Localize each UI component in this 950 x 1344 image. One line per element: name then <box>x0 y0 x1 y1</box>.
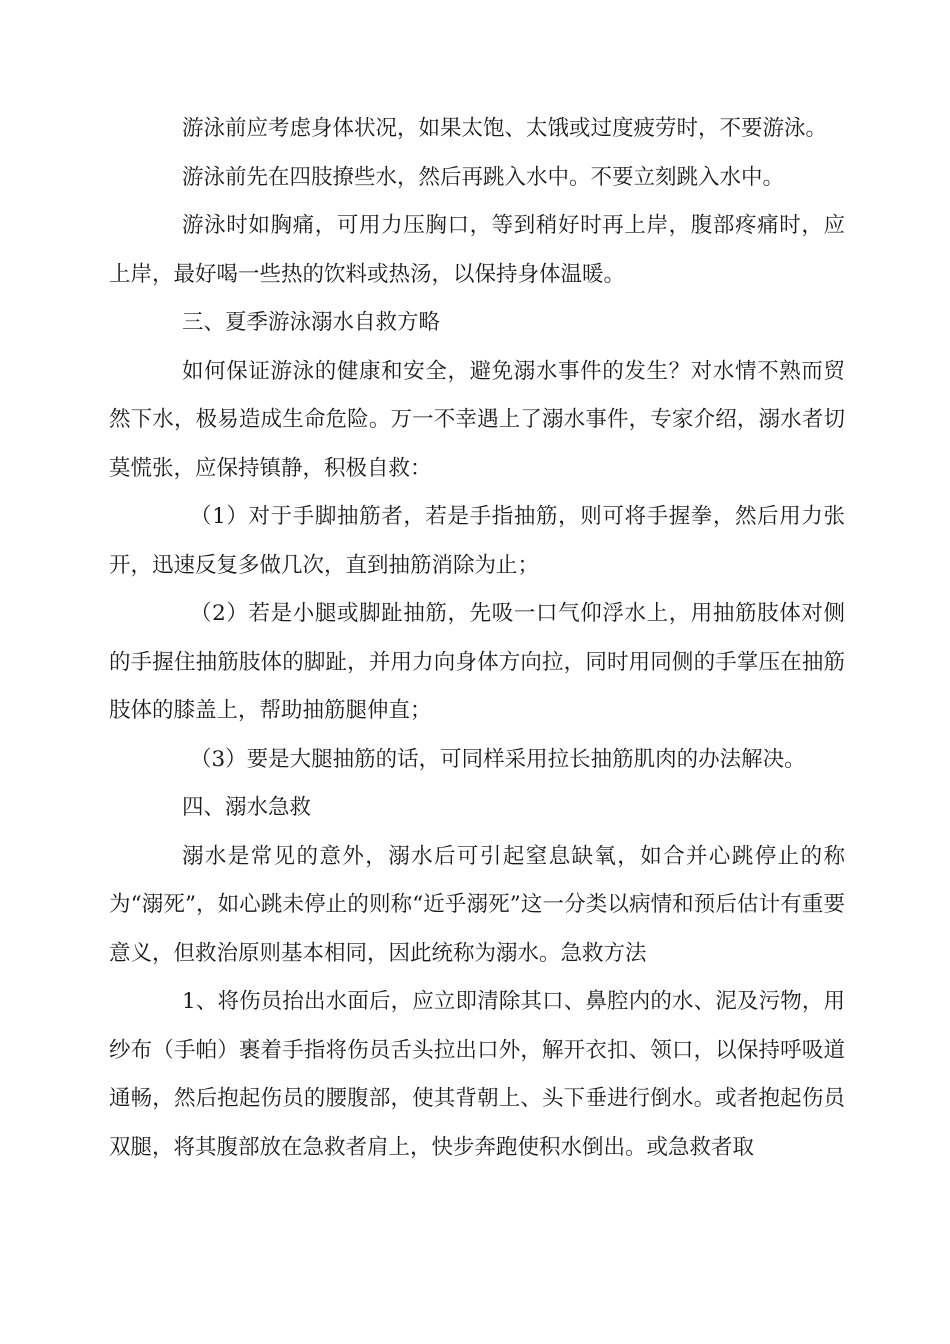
list-item-leg-cramp: （2）若是小腿或脚趾抽筋，先吸一口气仰浮水上，用抽筋肢体对侧的手握住抽筋肢体的脚趾，并用力向身体方向拉，同时用同侧的手掌压在抽筋肢体的膝盖上，帮助抽筋腿伸直； <box>109 601 845 723</box>
section-heading-first-aid: 四、溺水急救 <box>182 795 312 820</box>
paragraph-chest-pain: 游泳时如胸痛，可用力压胸口，等到稍好时再上岸，腹部疼痛时，应上岸，最好喝一些热的饮料或热汤，以保持身体温暖。 <box>109 213 845 287</box>
paragraph-pre-swim-condition: 游泳前应考虑身体状况，如果太饱、太饿或过度疲劳时，不要游泳。 <box>182 116 828 141</box>
paragraph-first-aid-step-1: 1、将伤员抬出水面后，应立即清除其口、鼻腔内的水、泥及污物，用纱布（手帕）裹着手指将伤员舌头拉出口外，解开衣扣、领口，以保持呼吸道通畅，然后抱起伤员的腰腹部，使其背朝上、头下垂进行倒水。或者抱起伤员双腿，将其腹部放在急救者肩上，快步奔跑使积水倒出。或急救者取 <box>109 989 845 1160</box>
document-body <box>109 105 845 1172</box>
paragraph-splash-water: 游泳前先在四肢撩些水，然后再跳入水中。不要立刻跳入水中。 <box>182 164 785 190</box>
paragraph-self-rescue-intro: 如何保证游泳的健康和安全，避免溺水事件的发生？对水情不熟而贸然下水，极易造成生命危险。万一不幸遇上了溺水事件，专家介绍，溺水者切莫慌张，应保持镇静，积极自救： <box>109 358 845 481</box>
list-item-hand-cramp: （1）对于手脚抽筋者，若是手指抽筋，则可将手握拳，然后用力张开，迅速反复多做几次，直到抽筋消除为止； <box>109 504 845 578</box>
list-item-thigh-cramp: （3）要是大腿抽筋的话，可同样采用拉长抽筋肌肉的办法解决。 <box>190 746 806 772</box>
section-heading-self-rescue: 三、夏季游泳溺水自救方略 <box>182 310 441 335</box>
paragraph-drowning-definition: 溺水是常见的意外，溺水后可引起窒息缺氧，如合并心跳停止的称为“溺死”，如心跳未停止的则称“近乎溺死”这一分类以病情和预后估计有重要意义，但救治原则基本相同，因此统称为溺水。急救方法 <box>109 843 845 966</box>
